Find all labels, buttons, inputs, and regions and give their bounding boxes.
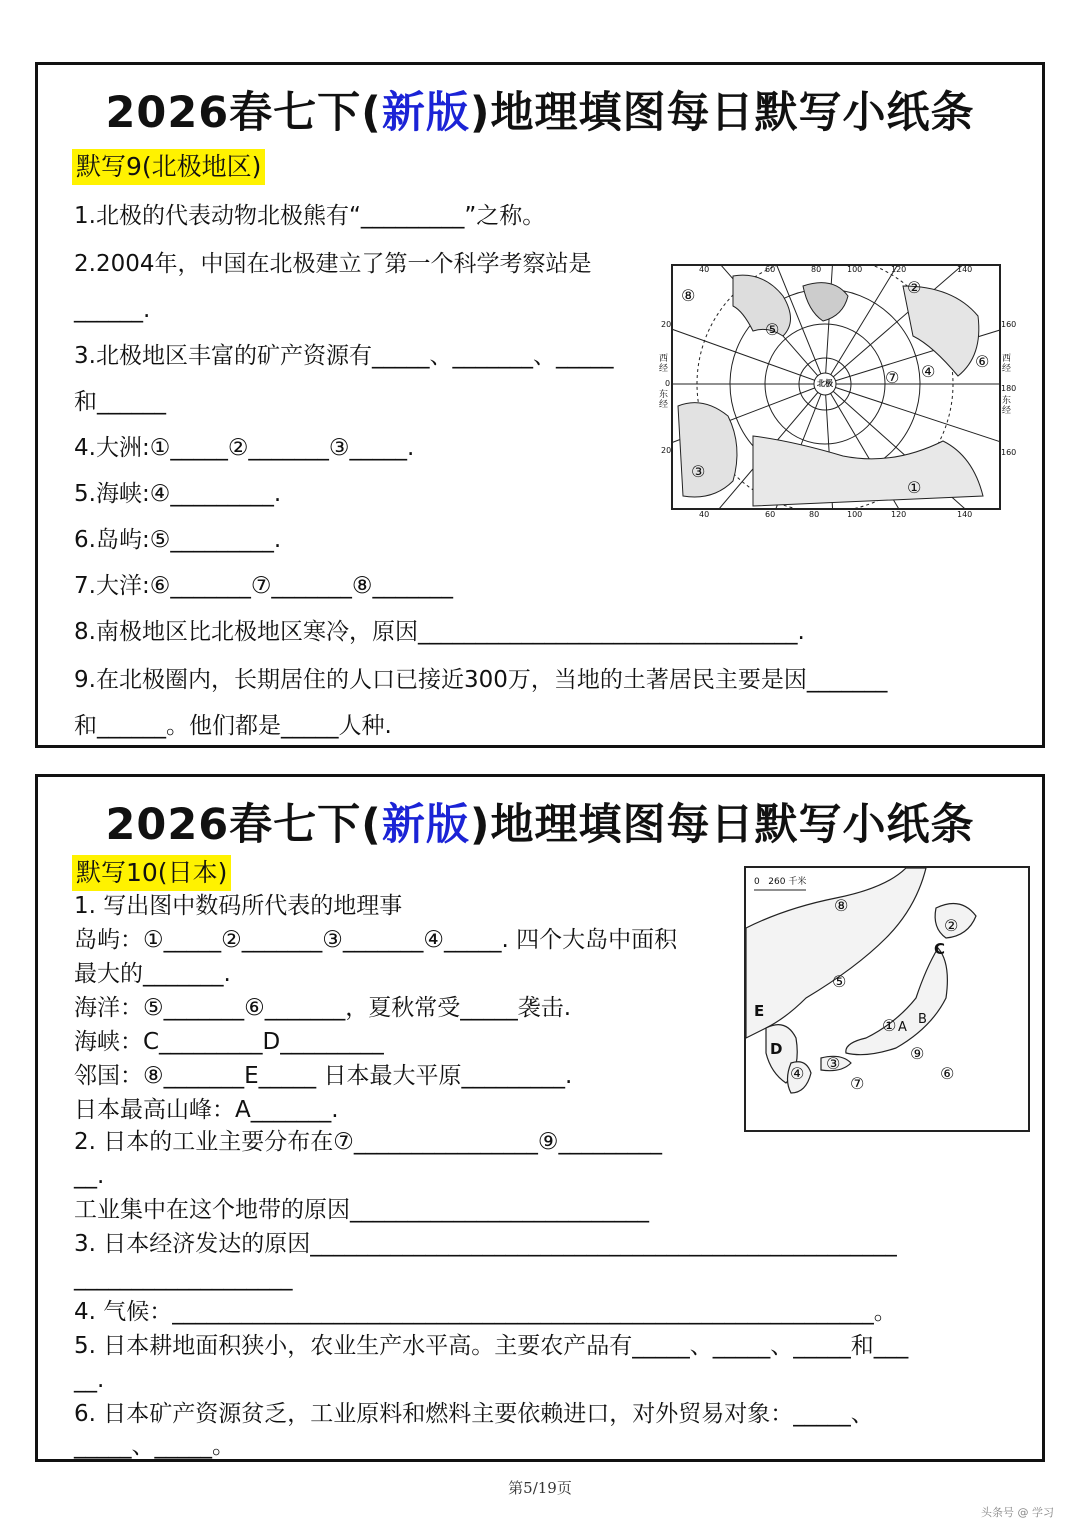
question-line: 岛屿：①_____②_______③_______④_____. 四个大岛中面积	[74, 927, 678, 953]
map-marker: ①	[907, 478, 922, 497]
question-line: 7.大洋:⑥_______⑦_______⑧_______	[74, 573, 454, 599]
west-longitude-label: 西经	[659, 354, 669, 374]
map-marker: ⑨	[910, 1044, 925, 1063]
title-part: 2026春七下(	[105, 800, 382, 850]
lon-label: 80	[811, 265, 822, 274]
card-title	[38, 791, 1042, 852]
question-line: 最大的_______.	[74, 961, 231, 987]
section-tag: 默写10(日本)	[72, 855, 231, 891]
question-line: 6. 日本矿产资源贫乏，工业原料和燃料主要依赖进口，对外贸易对象：_____、	[74, 1401, 874, 1427]
map-marker: ③	[691, 462, 706, 481]
question-line: _____、_____。	[74, 1433, 235, 1459]
lon-label: 80	[809, 510, 820, 519]
question-line: 4. 气候：_____________________________________________________________。	[74, 1299, 897, 1325]
lon-label: 140	[957, 510, 973, 519]
title-part: )地理填图每日默写小纸条	[469, 88, 975, 138]
worksheet-card-arctic	[35, 62, 1045, 748]
pole-label: 北极	[817, 379, 833, 388]
lon-label: 140	[957, 265, 973, 274]
map-letter: A	[898, 1020, 907, 1035]
question-line: 2.2004年，中国在北极建立了第一个科学考察站是	[74, 251, 592, 277]
lon-label: 40	[699, 510, 710, 519]
map-marker: ⑥	[975, 352, 990, 371]
question-line: 和______	[74, 389, 166, 415]
map-marker: ⑦	[885, 368, 900, 387]
lon-label: 60	[765, 510, 776, 519]
lon-label: 20	[661, 320, 672, 329]
japan-map	[744, 866, 1030, 1132]
question-line: 邻国：⑧_______E_____ 日本最大平原_________.	[74, 1063, 573, 1089]
west-longitude-label: 西经	[1002, 354, 1012, 374]
question-line: ___________________	[74, 1265, 293, 1291]
question-line: 3. 日本经济发达的原因___________________________________________________	[74, 1231, 897, 1257]
arctic-map-graphic	[673, 266, 999, 508]
question-line: __.	[74, 1163, 105, 1189]
lon-label: 160	[1001, 448, 1017, 457]
worksheet-card-japan	[35, 774, 1045, 1462]
question-line: __.	[74, 1367, 105, 1393]
east-longitude-label: 东经	[659, 390, 669, 410]
map-scale: 0 260 千米	[754, 877, 807, 887]
lon-label: 40	[699, 265, 710, 274]
question-line: 2. 日本的工业主要分布在⑦________________⑨_________	[74, 1129, 662, 1155]
question-line: 8.南极地区比北极地区寒冷，原因_________________________________.	[74, 619, 805, 645]
question-line: 1.北极的代表动物北极熊有“_________”之称。	[74, 203, 546, 229]
question-line: 6.岛屿:⑤_________.	[74, 527, 282, 553]
question-line: 日本最高山峰：A_______.	[74, 1097, 339, 1123]
lon-label: 0	[665, 379, 671, 388]
title-highlight: 新版	[381, 800, 470, 850]
east-longitude-label: 东经	[1002, 396, 1012, 416]
title-part: )地理填图每日默写小纸条	[469, 800, 975, 850]
question-line: ______.	[74, 297, 151, 323]
lon-label: 20	[661, 446, 672, 455]
lon-label: 60	[765, 265, 776, 274]
map-marker: ②	[944, 916, 959, 935]
map-marker: ⑤	[765, 320, 780, 339]
map-marker: ⑧	[681, 286, 696, 305]
question-line: 3.北极地区丰富的矿产资源有_____、_______、_____	[74, 343, 614, 369]
arctic-map	[659, 264, 1017, 519]
lon-label: 100	[847, 510, 863, 519]
question-line: 5. 日本耕地面积狭小，农业生产水平高。主要农产品有_____、_____、_____和___	[74, 1333, 909, 1359]
title-highlight: 新版	[381, 88, 470, 138]
map-letter: B	[918, 1012, 927, 1027]
question-line: 海峡：C_________D_________	[74, 1029, 384, 1055]
question-line: 海洋：⑤_______⑥_______，夏秋常受_____袭击.	[74, 995, 572, 1021]
lon-label: 100	[847, 265, 863, 274]
section-tag: 默写9(北极地区)	[72, 149, 265, 185]
lon-label: 160	[1001, 320, 1017, 329]
question-line: 9.在北极圈内，长期居住的人口已接近300万，当地的土著居民主要是因_______	[74, 667, 888, 693]
map-marker: ⑦	[850, 1074, 865, 1093]
question-line: 和______。他们都是_____人种.	[74, 713, 392, 739]
map-marker: ③	[826, 1054, 841, 1073]
map-marker: ⑧	[834, 896, 849, 915]
question-line: 4.大洲:①_____②_______③_____.	[74, 435, 415, 461]
question-line: 1. 写出图中数码所代表的地理事	[74, 893, 403, 919]
map-marker: ④	[921, 362, 936, 381]
map-marker: ①	[882, 1016, 897, 1035]
card-title	[38, 79, 1042, 140]
map-marker: ④	[790, 1064, 805, 1083]
map-letter: E	[754, 1002, 765, 1020]
title-part: 2026春七下(	[105, 88, 382, 138]
map-marker: ②	[907, 278, 922, 297]
question-line: 5.海峡:④_________.	[74, 481, 282, 507]
map-marker: ⑥	[940, 1064, 955, 1083]
japan-map-graphic	[746, 868, 1028, 1130]
lon-label: 180	[1001, 384, 1017, 393]
page-number: 第5/19页	[508, 1479, 572, 1497]
map-letter: D	[770, 1040, 783, 1058]
map-marker: ⑤	[832, 972, 847, 991]
lon-label: 120	[891, 510, 907, 519]
question-line: 工业集中在这个地带的原因__________________________	[74, 1197, 649, 1223]
lon-label: 120	[891, 265, 907, 274]
watermark: 头条号 @ 学习	[981, 1506, 1054, 1519]
map-letter: C	[934, 940, 946, 958]
